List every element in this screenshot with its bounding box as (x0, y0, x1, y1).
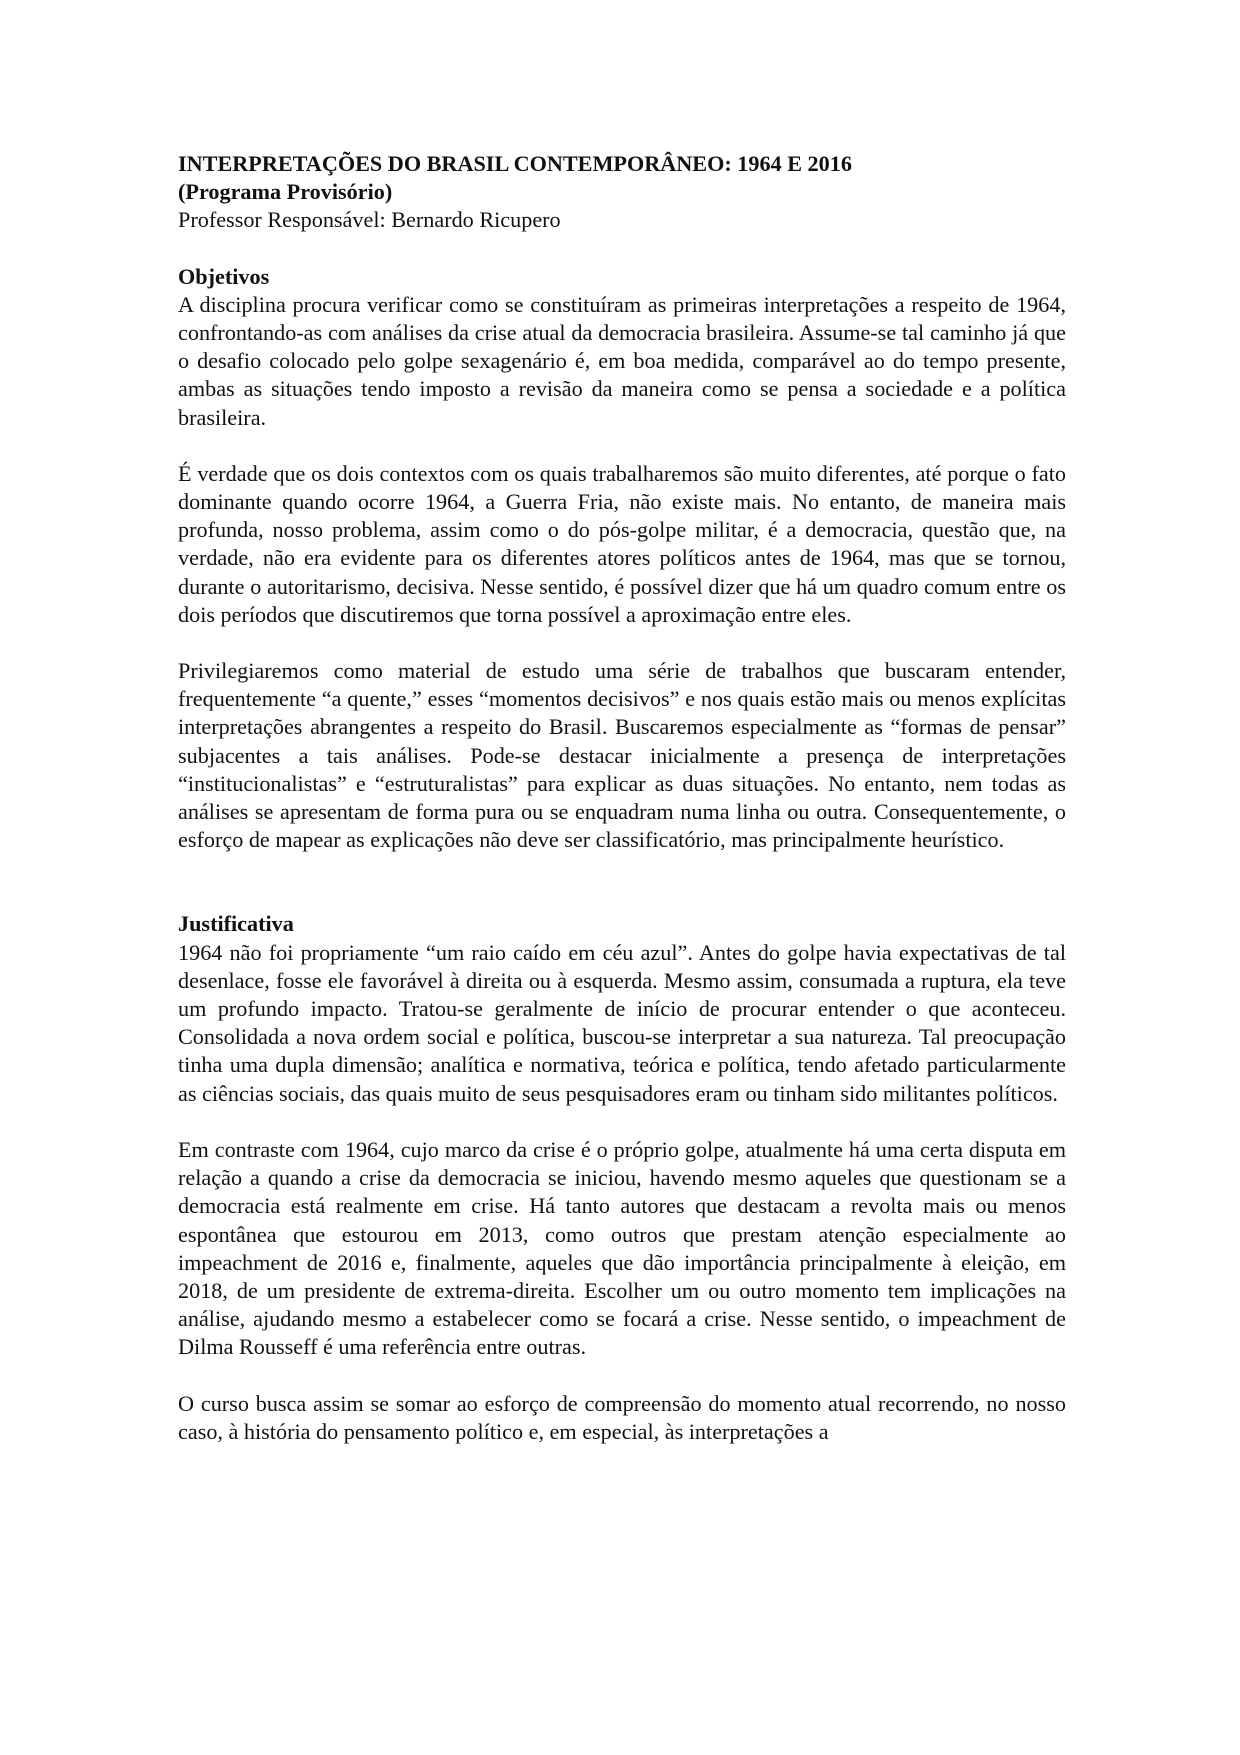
justificativa-paragraph-2: Em contraste com 1964, cujo marco da crise é o próprio golpe, atualmente há uma certa disputa em relação a quando a crise da democracia se iniciou, havendo mesmo aqueles que questionam se a democracia está realmente em crise. Há tanto autores que destacam a revolta mais ou menos espontânea que estourou em 2013, como outros que prestam atenção especialmente ao impeachment de 2016 e, finalmente, aqueles que dão importância principalmente à eleição, em 2018, de um presidente de extrema-direita. Escolher um ou outro momento tem implicações na análise, ajudando mesmo a estabelecer como se focará a crise. Nesse sentido, o impeachment de Dilma Rousseff é uma referência entre outras. (178, 1136, 1066, 1360)
spacer (178, 1362, 1066, 1390)
objetivos-paragraph-1: A disciplina procura verificar como se constituíram as primeiras interpretações a respeito de 1964, confrontando-as com análises da crise atual da democracia brasileira. Assume-se tal caminho já que o desafio colocado pelo golpe sexagenário é, em boa medida, comparável ao do tempo presente, ambas as situações tendo imposto a revisão da maneira como se pensa a sociedade e a política brasileira. (178, 291, 1066, 430)
spacer (178, 854, 1066, 910)
section-heading-justificativa: Justificativa (178, 911, 294, 937)
document-subtitle: (Programa Provisório) (178, 179, 393, 205)
spacer (178, 629, 1066, 657)
section-heading-objetivos: Objetivos (178, 263, 270, 289)
document-page (178, 150, 1066, 1446)
document-title: INTERPRETAÇÕES DO BRASIL CONTEMPORÂNEO: 1964 E 2016 (178, 151, 852, 176)
objetivos-paragraph-3: Privilegiaremos como material de estudo uma série de trabalhos que buscaram entender, frequentemente “a quente,” esses “momentos decisivos” e nos quais estão mais ou menos explícitas interpretações abrangentes a respeito do Brasil. Buscaremos especialmente as “formas de pensar” subjacentes a tais análises. Pode-se destacar inicialmente a presença de interpretações “institucionalistas” e “estruturalistas” para explicar as duas situações. No entanto, nem todas as análises se apresentam de forma pura ou se enquadram numa linha ou outra. Consequentemente, o esforço de mapear as explicações não deve ser classificatório, mas principalmente heurístico. (178, 658, 1066, 853)
spacer (178, 1108, 1066, 1136)
objetivos-paragraph-2: É verdade que os dois contextos com os quais trabalharemos são muito diferentes, até porque o fato dominante quando ocorre 1964, a Guerra Fria, não existe mais. No entanto, de maneira mais profunda, nosso problema, assim como o do pós-golpe militar, é a democracia, questão que, na verdade, não era evidente para os diferentes atores políticos antes de 1964, mas que se tornou, durante o autoritarismo, decisiva. Nesse sentido, é possível dizer que há um quadro comum entre os dois períodos que discutiremos que torna possível a aproximação entre eles. (178, 460, 1066, 627)
justificativa-paragraph-1: 1964 não foi propriamente “um raio caído em céu azul”. Antes do golpe havia expectativas de tal desenlace, fosse ele favorável à direita ou à esquerda. Mesmo assim, consumada a ruptura, ela teve um profundo impacto. Tratou-se geralmente de início de procurar entender o que aconteceu. Consolidada a nova ordem social e política, buscou-se interpretar a sua natureza. Tal preocupação tinha uma dupla dimensão; analítica e normativa, teórica e política, tendo afetado particularmente as ciências sociais, das quais muito de seus pesquisadores eram ou tinham sido militantes políticos. (178, 939, 1066, 1106)
professor-line: Professor Responsável: Bernardo Ricupero (178, 207, 561, 233)
spacer (178, 235, 1066, 263)
justificativa-paragraph-3: O curso busca assim se somar ao esforço de compreensão do momento atual recorrendo, no nosso caso, à história do pensamento político e, em especial, às interpretações a (178, 1390, 1066, 1444)
spacer (178, 432, 1066, 460)
